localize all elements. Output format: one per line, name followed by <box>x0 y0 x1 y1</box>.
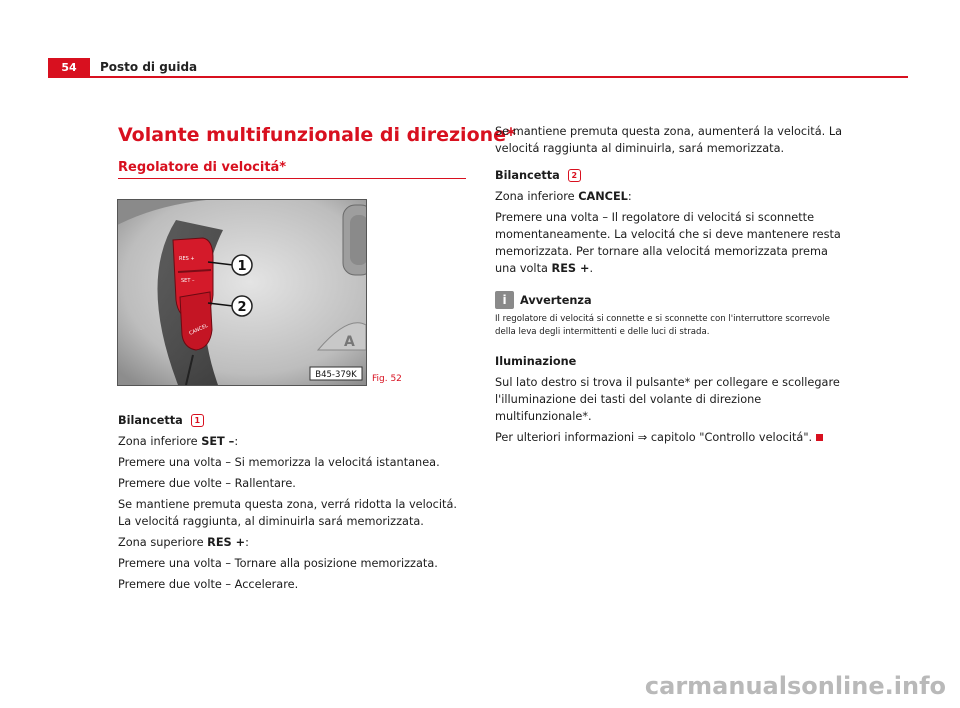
button-label-res: RES + <box>179 256 195 262</box>
callout-1: 1 <box>237 259 247 274</box>
zone-label: Zona superiore <box>118 536 208 549</box>
cross-reference-text: Per ulteriori informazioni ⇒ capitolo "Controllo velocitá". <box>495 431 813 444</box>
end-of-section-mark <box>816 434 823 441</box>
note-title: Avvertenza <box>520 293 592 307</box>
watermark: carmanualsonline.info <box>644 672 946 700</box>
svg-text:A: A <box>344 334 355 350</box>
callout-2: 2 <box>237 300 247 315</box>
header-rule <box>48 76 908 78</box>
subsection-rule <box>118 178 466 179</box>
zone-lower-line <box>118 433 468 450</box>
key-set: SET – <box>201 435 235 448</box>
paragraph: Premere due volte – Accelerare. <box>118 578 299 591</box>
paragraph: Sul lato destro si trova il pulsante* per collegare e scollegare l'illuminazione dei tasti del volante di direzione multifunzionale*. <box>495 376 840 423</box>
paragraph: Se mantiene premuta questa zona, verrá ridotta la velocitá. La velocitá raggiunta, al diminuirla sará memorizzata. <box>118 498 457 528</box>
paragraph-text: Premere una volta – Il regolatore di velocitá si sconnette momentaneamente. La velocitá che si deve mantenere resta memorizzata. Per tornare alla velocitá memorizzata prema una volta <box>495 211 841 275</box>
colon: : <box>234 435 239 448</box>
button-label-cancel: CANCEL <box>188 322 210 337</box>
right-column <box>495 123 845 450</box>
key-cancel: CANCEL <box>578 190 628 203</box>
paragraph: Premere due volte – Rallentare. <box>118 477 296 490</box>
zone-label: Zona inferiore <box>495 190 579 203</box>
subsection-title: Regolatore di velocitá* <box>118 160 287 175</box>
figure-code: B45-379K <box>315 370 357 380</box>
steering-wheel-illustration <box>118 200 366 385</box>
note-text: Il regolatore di velocitá si connette e si sconnette con l'interruttore scorrevole della leva degli intermittenti e delle luci di strada. <box>495 314 830 337</box>
left-column <box>118 412 468 597</box>
info-icon: i <box>495 291 514 309</box>
zone-upper-line <box>118 534 468 551</box>
heading-text: Bilancetta <box>118 414 183 427</box>
note-header <box>495 291 845 309</box>
section-title: Volante multifunzionale di direzione* <box>118 124 516 146</box>
heading-bilancetta-1 <box>118 412 468 429</box>
heading-iluminazione: Iluminazione <box>495 355 577 368</box>
paragraph: Premere una volta – Si memorizza la velocitá istantanea. <box>118 456 440 469</box>
heading-text: Bilancetta <box>495 169 560 182</box>
period: . <box>589 262 594 275</box>
callout-badge-2: 2 <box>568 169 581 182</box>
running-header: Posto di guida <box>100 60 198 74</box>
paragraph: Se mantiene premuta questa zona, aumenterá la velocitá. La velocitá raggiunta al diminuirla, sará memorizzata. <box>495 125 843 155</box>
colon: : <box>245 536 249 549</box>
heading-bilancetta-2 <box>495 167 845 184</box>
cross-reference <box>495 429 845 446</box>
callout-badge-1: 1 <box>191 414 204 427</box>
steering-wheel-figure <box>117 199 367 386</box>
figure-caption: Fig. 52 <box>372 374 402 384</box>
key-res: RES + <box>551 262 590 275</box>
button-label-set: SET – <box>181 278 195 284</box>
paragraph <box>495 209 845 277</box>
colon: : <box>627 190 632 203</box>
key-res: RES + <box>207 536 246 549</box>
zone-label: Zona inferiore <box>118 435 202 448</box>
page-number: 54 <box>48 58 90 76</box>
paragraph: Premere una volta – Tornare alla posizione memorizzata. <box>118 557 438 570</box>
zone-lower-line <box>495 188 845 205</box>
